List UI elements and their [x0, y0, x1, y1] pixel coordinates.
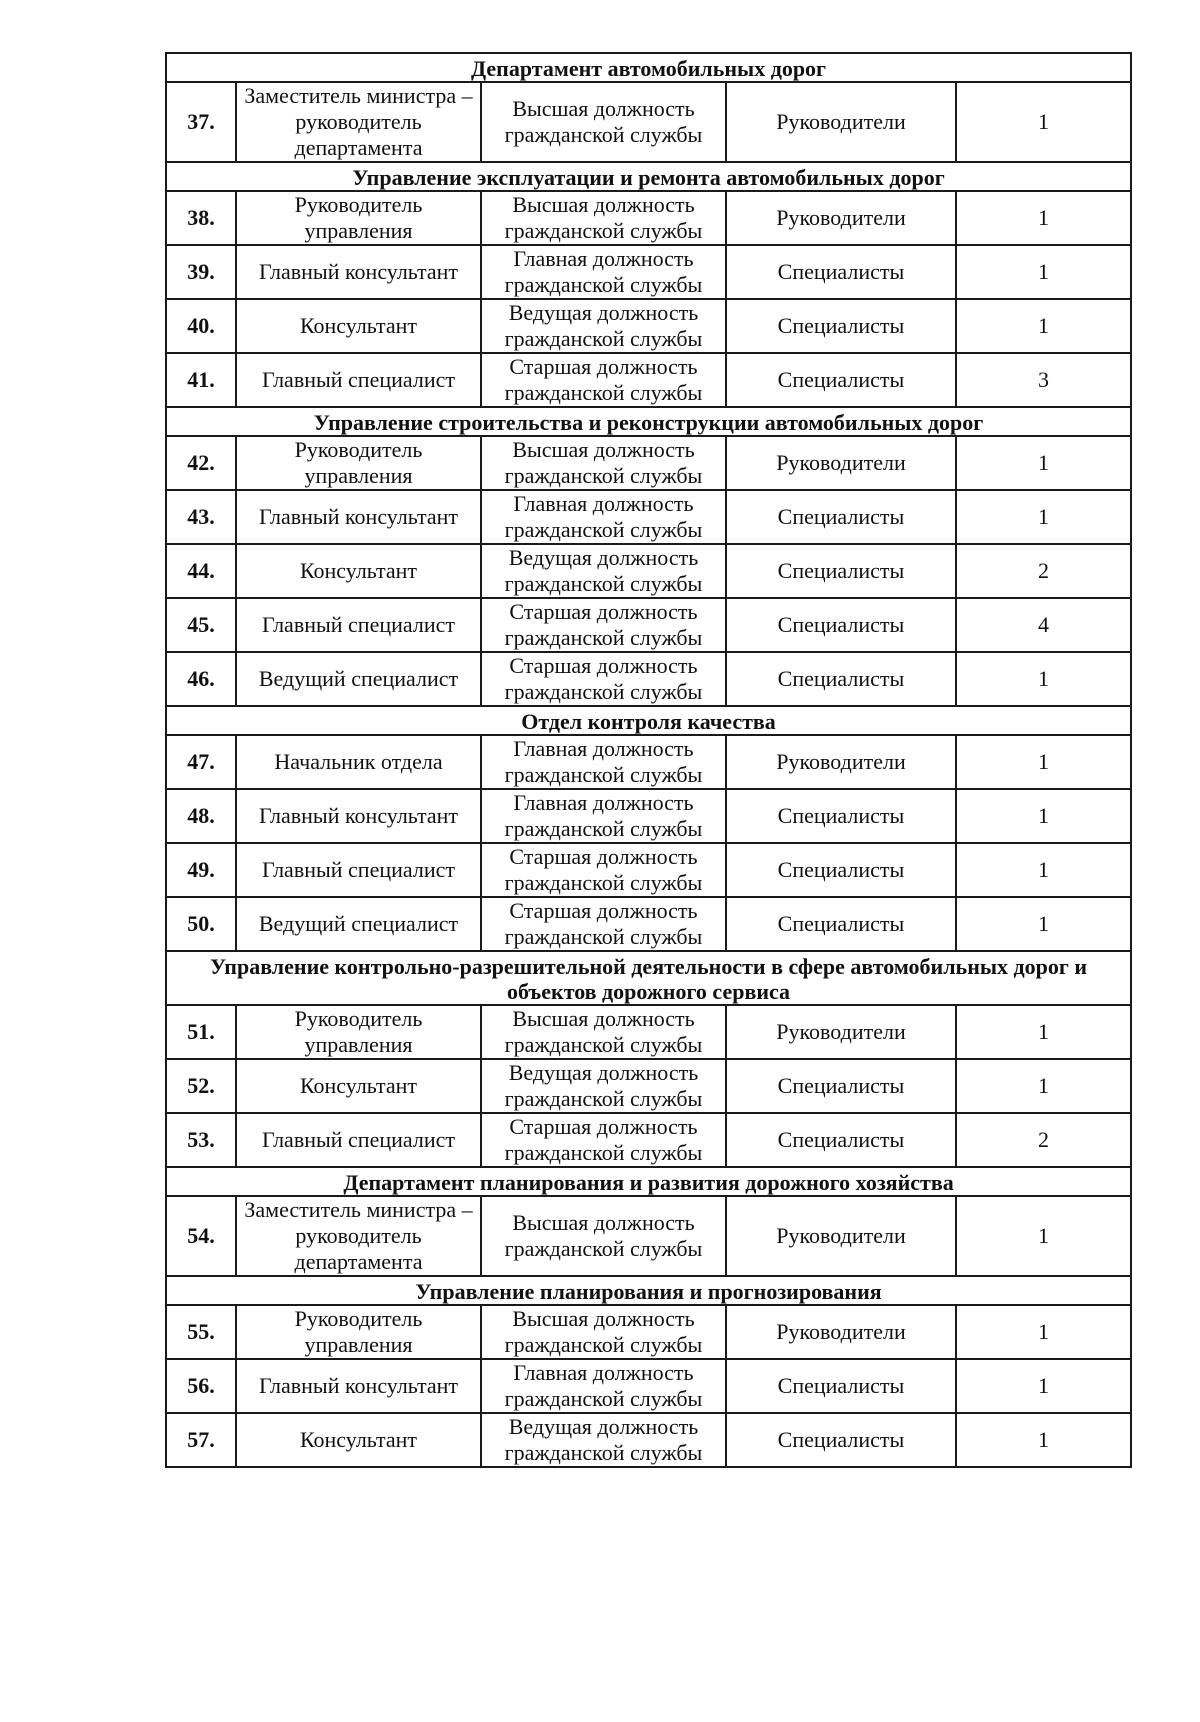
staff-count-cell: 1: [956, 1059, 1131, 1113]
row-number-cell: 48.: [166, 789, 236, 843]
position-group-cell: Высшая должность гражданской службы: [481, 1196, 726, 1276]
category-cell: Специалисты: [726, 843, 956, 897]
staff-count-cell: 1: [956, 1005, 1131, 1059]
category-cell: Руководители: [726, 436, 956, 490]
row-number-cell: 38.: [166, 191, 236, 245]
category-cell: Руководители: [726, 1305, 956, 1359]
section-title: Управление контрольно-разрешительной деятельности в сфере автомобильных дорог и объектов дорожного сервиса: [166, 951, 1131, 1005]
position-group-cell: Главная должность гражданской службы: [481, 735, 726, 789]
staff-count-cell: 1: [956, 1413, 1131, 1467]
position-cell: Заместитель министра – руководитель департамента: [236, 1196, 481, 1276]
staff-schedule-page: [165, 52, 1130, 1468]
section-header-row: [166, 407, 1131, 436]
staff-count-cell: 1: [956, 897, 1131, 951]
row-number-cell: 39.: [166, 245, 236, 299]
table-row: [166, 490, 1131, 544]
category-cell: Специалисты: [726, 1059, 956, 1113]
staff-count-cell: 1: [956, 735, 1131, 789]
category-cell: Специалисты: [726, 897, 956, 951]
staff-count-cell: 1: [956, 299, 1131, 353]
staff-table-body: [166, 53, 1131, 1467]
section-title: Управление эксплуатации и ремонта автомобильных дорог: [166, 162, 1131, 191]
position-cell: Главный специалист: [236, 1113, 481, 1167]
position-cell: Главный специалист: [236, 843, 481, 897]
category-cell: Специалисты: [726, 1113, 956, 1167]
section-header-row: [166, 951, 1131, 1005]
section-header-row: [166, 53, 1131, 82]
position-cell: Главный специалист: [236, 353, 481, 407]
staff-count-cell: 1: [956, 1305, 1131, 1359]
position-group-cell: Главная должность гражданской службы: [481, 789, 726, 843]
section-title: Управление строительства и реконструкции автомобильных дорог: [166, 407, 1131, 436]
position-group-cell: Ведущая должность гражданской службы: [481, 1413, 726, 1467]
position-cell: Заместитель министра – руководитель департамента: [236, 82, 481, 162]
table-row: [166, 82, 1131, 162]
position-group-cell: Высшая должность гражданской службы: [481, 191, 726, 245]
position-group-cell: Главная должность гражданской службы: [481, 490, 726, 544]
position-group-cell: Главная должность гражданской службы: [481, 245, 726, 299]
table-row: [166, 353, 1131, 407]
table-row: [166, 789, 1131, 843]
category-cell: Специалисты: [726, 490, 956, 544]
position-cell: Консультант: [236, 1413, 481, 1467]
table-row: [166, 544, 1131, 598]
section-header-row: [166, 706, 1131, 735]
staff-count-cell: 1: [956, 843, 1131, 897]
staff-count-cell: 2: [956, 1113, 1131, 1167]
category-cell: Специалисты: [726, 652, 956, 706]
row-number-cell: 44.: [166, 544, 236, 598]
row-number-cell: 37.: [166, 82, 236, 162]
table-row: [166, 598, 1131, 652]
position-group-cell: Старшая должность гражданской службы: [481, 598, 726, 652]
row-number-cell: 46.: [166, 652, 236, 706]
table-row: [166, 436, 1131, 490]
position-cell: Главный консультант: [236, 789, 481, 843]
staff-count-cell: 2: [956, 544, 1131, 598]
row-number-cell: 45.: [166, 598, 236, 652]
row-number-cell: 54.: [166, 1196, 236, 1276]
row-number-cell: 53.: [166, 1113, 236, 1167]
row-number-cell: 43.: [166, 490, 236, 544]
category-cell: Руководители: [726, 1005, 956, 1059]
category-cell: Специалисты: [726, 1413, 956, 1467]
section-title: Отдел контроля качества: [166, 706, 1131, 735]
table-row: [166, 1196, 1131, 1276]
position-group-cell: Ведущая должность гражданской службы: [481, 544, 726, 598]
table-row: [166, 843, 1131, 897]
staff-count-cell: 1: [956, 245, 1131, 299]
position-cell: Руководитель управления: [236, 1305, 481, 1359]
staff-count-cell: 1: [956, 652, 1131, 706]
position-group-cell: Высшая должность гражданской службы: [481, 1305, 726, 1359]
category-cell: Специалисты: [726, 353, 956, 407]
position-group-cell: Старшая должность гражданской службы: [481, 1113, 726, 1167]
section-title: Департамент автомобильных дорог: [166, 53, 1131, 82]
table-row: [166, 1305, 1131, 1359]
position-group-cell: Высшая должность гражданской службы: [481, 436, 726, 490]
category-cell: Специалисты: [726, 299, 956, 353]
position-group-cell: Старшая должность гражданской службы: [481, 652, 726, 706]
position-cell: Консультант: [236, 1059, 481, 1113]
row-number-cell: 57.: [166, 1413, 236, 1467]
position-group-cell: Ведущая должность гражданской службы: [481, 1059, 726, 1113]
position-group-cell: Высшая должность гражданской службы: [481, 1005, 726, 1059]
row-number-cell: 41.: [166, 353, 236, 407]
category-cell: Руководители: [726, 82, 956, 162]
row-number-cell: 40.: [166, 299, 236, 353]
category-cell: Руководители: [726, 191, 956, 245]
position-cell: Руководитель управления: [236, 436, 481, 490]
position-cell: Главный консультант: [236, 245, 481, 299]
table-row: [166, 735, 1131, 789]
position-cell: Руководитель управления: [236, 191, 481, 245]
section-header-row: [166, 162, 1131, 191]
position-cell: Руководитель управления: [236, 1005, 481, 1059]
category-cell: Специалисты: [726, 1359, 956, 1413]
staff-count-cell: 4: [956, 598, 1131, 652]
category-cell: Специалисты: [726, 245, 956, 299]
row-number-cell: 51.: [166, 1005, 236, 1059]
position-cell: Начальник отдела: [236, 735, 481, 789]
row-number-cell: 49.: [166, 843, 236, 897]
position-cell: Ведущий специалист: [236, 897, 481, 951]
table-row: [166, 1005, 1131, 1059]
table-row: [166, 1113, 1131, 1167]
table-row: [166, 897, 1131, 951]
staff-table: [165, 52, 1132, 1468]
category-cell: Руководители: [726, 1196, 956, 1276]
section-header-row: [166, 1167, 1131, 1196]
row-number-cell: 55.: [166, 1305, 236, 1359]
staff-count-cell: 1: [956, 82, 1131, 162]
staff-count-cell: 1: [956, 490, 1131, 544]
table-row: [166, 1059, 1131, 1113]
position-group-cell: Старшая должность гражданской службы: [481, 897, 726, 951]
staff-count-cell: 1: [956, 1196, 1131, 1276]
row-number-cell: 42.: [166, 436, 236, 490]
position-group-cell: Старшая должность гражданской службы: [481, 353, 726, 407]
staff-count-cell: 3: [956, 353, 1131, 407]
staff-count-cell: 1: [956, 436, 1131, 490]
row-number-cell: 47.: [166, 735, 236, 789]
position-group-cell: Главная должность гражданской службы: [481, 1359, 726, 1413]
staff-count-cell: 1: [956, 789, 1131, 843]
staff-count-cell: 1: [956, 191, 1131, 245]
position-cell: Консультант: [236, 544, 481, 598]
table-row: [166, 191, 1131, 245]
row-number-cell: 56.: [166, 1359, 236, 1413]
section-header-row: [166, 1276, 1131, 1305]
position-cell: Главный консультант: [236, 1359, 481, 1413]
table-row: [166, 1359, 1131, 1413]
category-cell: Специалисты: [726, 544, 956, 598]
category-cell: Руководители: [726, 735, 956, 789]
position-group-cell: Высшая должность гражданской службы: [481, 82, 726, 162]
category-cell: Специалисты: [726, 789, 956, 843]
position-cell: Консультант: [236, 299, 481, 353]
table-row: [166, 299, 1131, 353]
section-title: Управление планирования и прогнозирования: [166, 1276, 1131, 1305]
table-row: [166, 652, 1131, 706]
row-number-cell: 52.: [166, 1059, 236, 1113]
position-group-cell: Старшая должность гражданской службы: [481, 843, 726, 897]
category-cell: Специалисты: [726, 598, 956, 652]
position-cell: Ведущий специалист: [236, 652, 481, 706]
table-row: [166, 245, 1131, 299]
position-group-cell: Ведущая должность гражданской службы: [481, 299, 726, 353]
section-title: Департамент планирования и развития дорожного хозяйства: [166, 1167, 1131, 1196]
staff-count-cell: 1: [956, 1359, 1131, 1413]
position-cell: Главный специалист: [236, 598, 481, 652]
row-number-cell: 50.: [166, 897, 236, 951]
position-cell: Главный консультант: [236, 490, 481, 544]
table-row: [166, 1413, 1131, 1467]
